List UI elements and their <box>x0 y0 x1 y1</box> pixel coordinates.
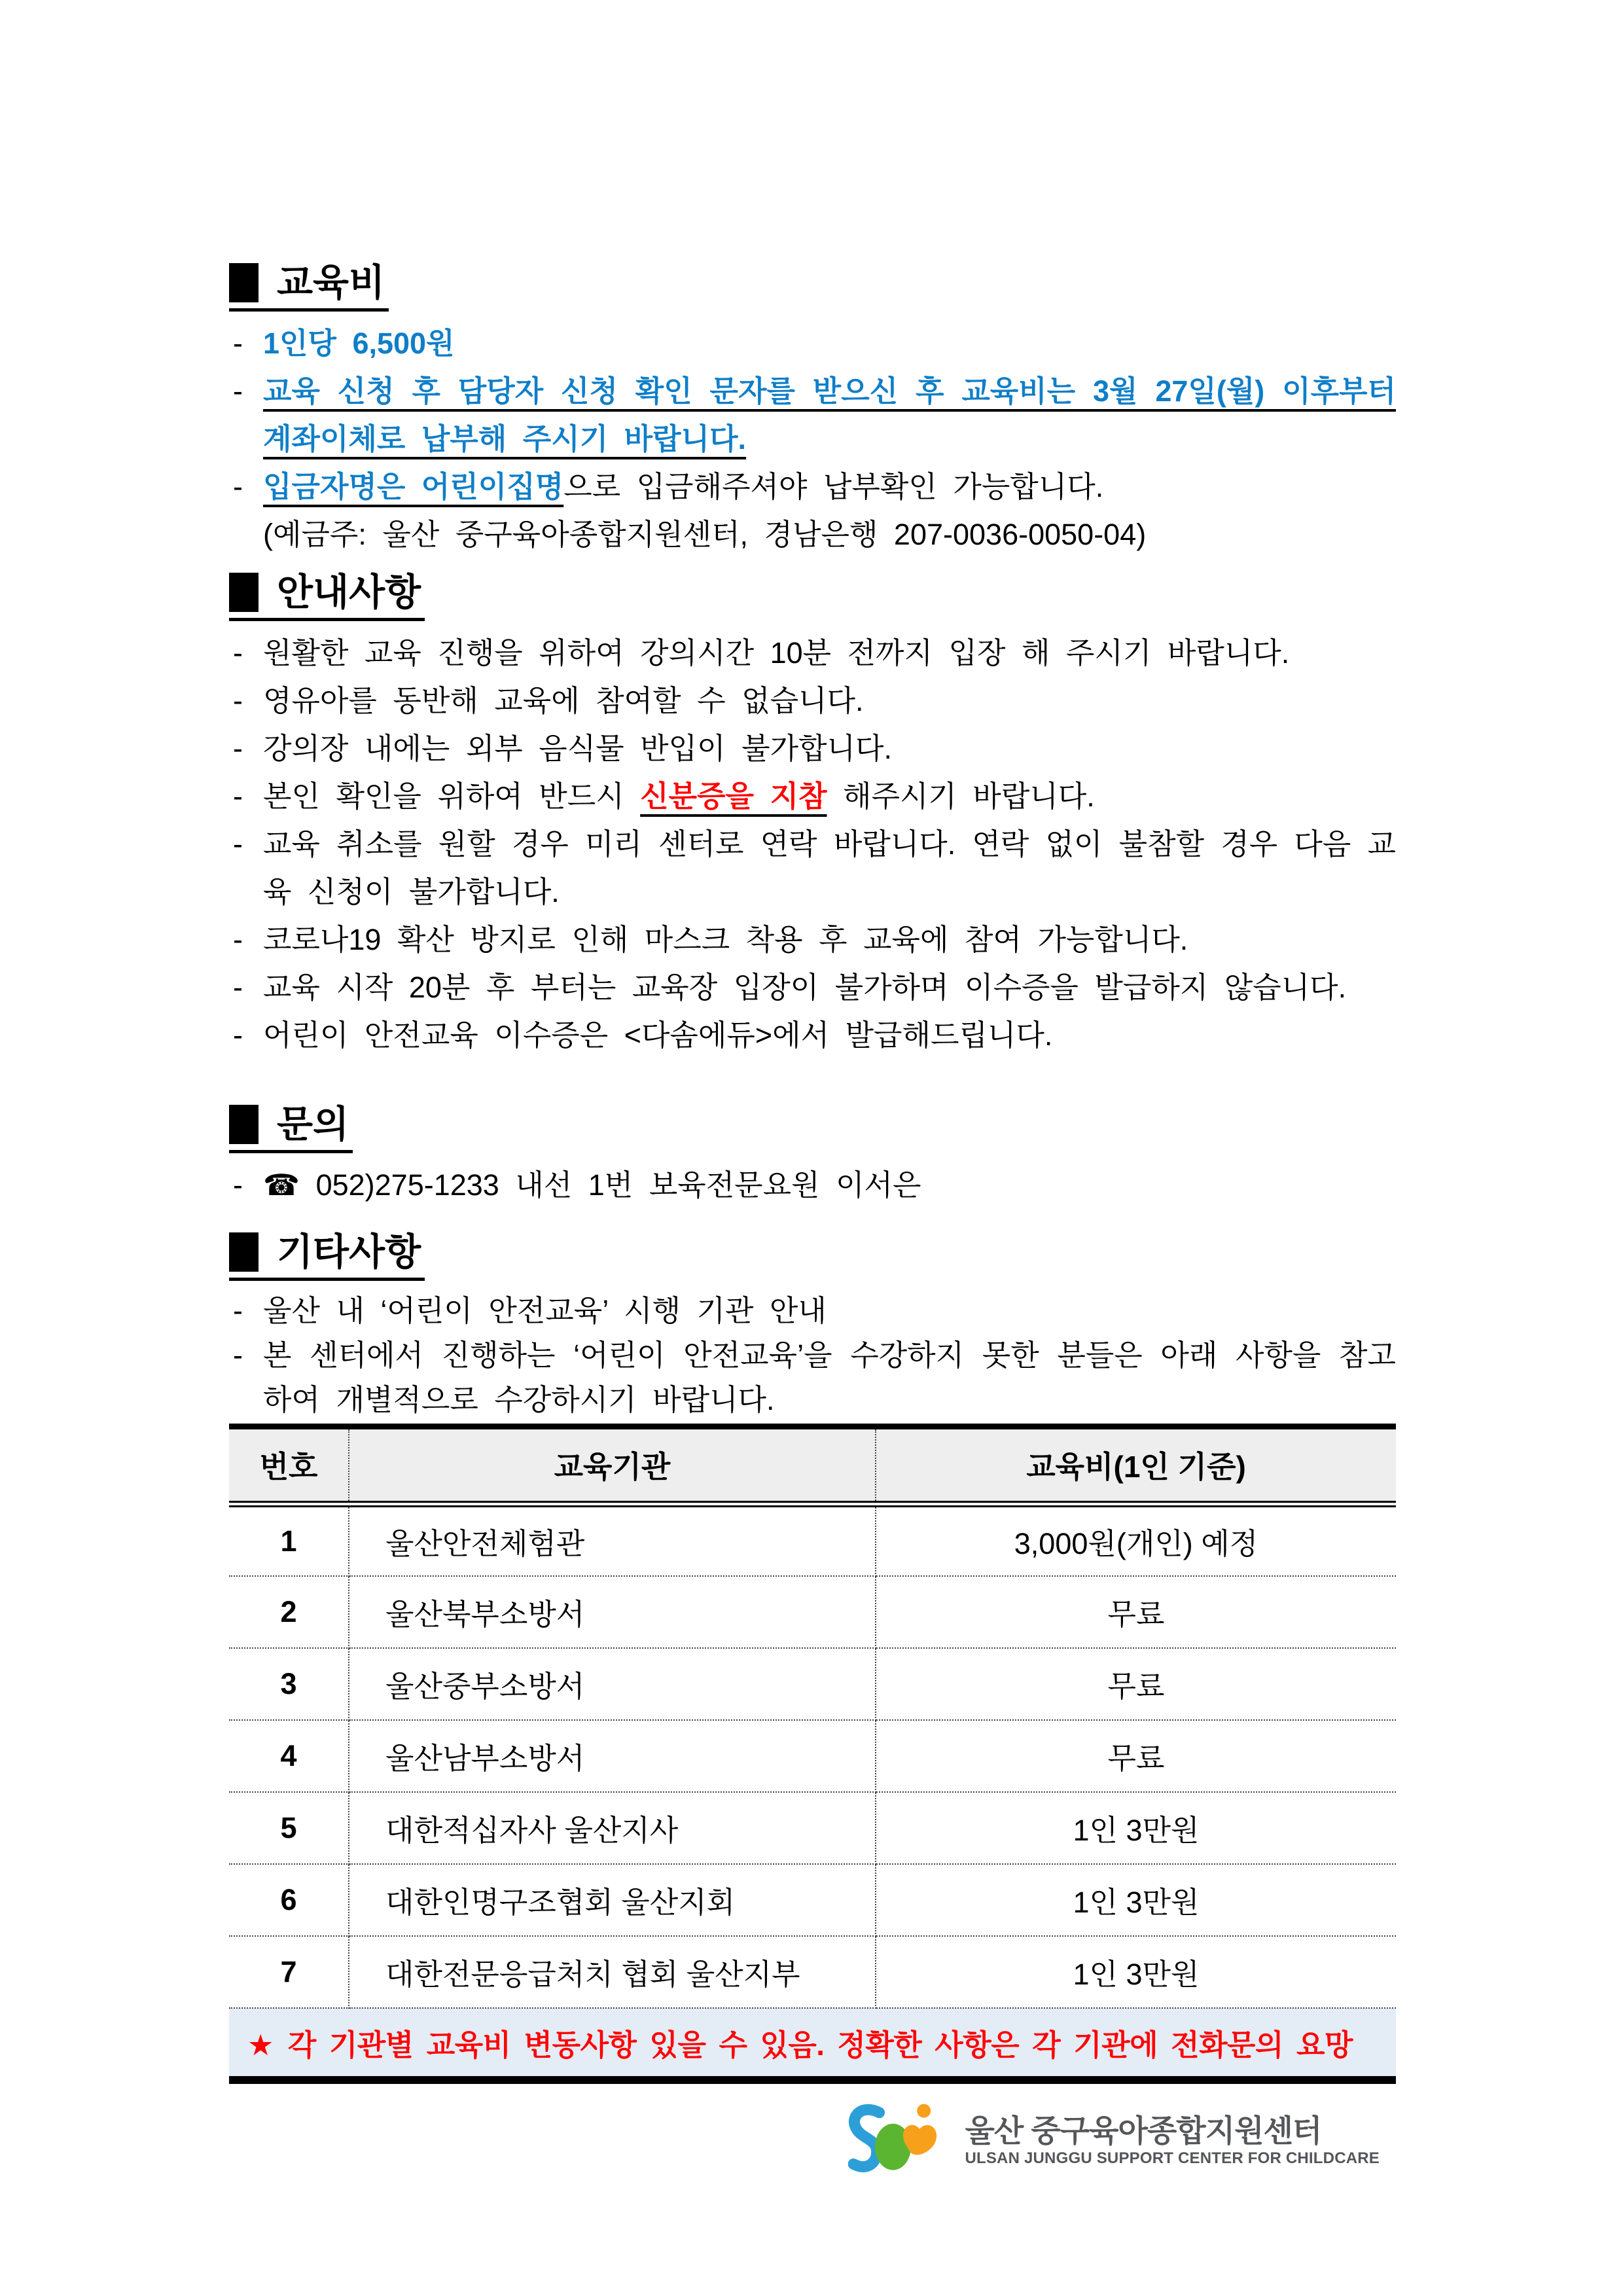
bullet-dash: - <box>233 374 243 408</box>
list-item <box>229 463 1396 511</box>
table-cell-org: 울산북부소방서 <box>349 1576 876 1648</box>
fees-list <box>229 319 1396 558</box>
center-name-korean: 울산 중구육아종합지원센터 <box>965 2113 1322 2148</box>
section-inquiry-title: 문의 <box>277 1103 349 1145</box>
table-note-text: 각 기관별 교육비 변동사항 있을 수 있음. 정확한 사항은 각 기관에 전화문의 요망 <box>287 2028 1353 2062</box>
table-cell-org: 대한인명구조협회 울산지회 <box>349 1864 876 1936</box>
phone-icon: ☎ <box>263 1168 300 1202</box>
center-name-english: ULSAN JUNGGU SUPPORT CENTER FOR CHILDCARE <box>965 2149 1380 2167</box>
bullet-dash: - <box>233 636 243 670</box>
bullet-dash: - <box>233 1338 243 1372</box>
section-bullet-square-icon <box>229 1232 259 1272</box>
table-cell-fee: 무료 <box>876 1648 1396 1720</box>
list-item <box>229 1289 1396 1333</box>
bullet-dash: - <box>233 780 243 813</box>
section-inquiry-heading <box>229 1103 1396 1153</box>
section-bullet-square-icon <box>229 573 259 612</box>
list-item <box>229 367 1396 463</box>
list-item <box>229 677 1396 725</box>
table-cell-fee: 3,000원(개인) 예정 <box>876 1504 1396 1576</box>
table-cell-fee: 1인 3만원 <box>876 1864 1396 1936</box>
section-bullet-square-icon <box>229 263 259 302</box>
center-logo <box>848 2102 1380 2179</box>
table-cell-org: 울산안전체험관 <box>349 1504 876 1576</box>
notice-item-3: 강의장 내에는 외부 음식물 반입이 불가합니다. <box>263 732 892 765</box>
col-header-org: 교육기관 <box>349 1427 876 1504</box>
notice-item-4-id-required: 신분증을 지참 <box>640 780 827 813</box>
etc-item-2: 본 센터에서 진행하는 ‘어린이 안전교육’을 수강하지 못한 분들은 아래 사항을 참고하여 개별적으로 수강하시기 바랍니다. <box>263 1338 1396 1416</box>
star-icon: ★ <box>247 2028 274 2062</box>
bullet-dash: - <box>233 684 243 717</box>
etc-list <box>229 1289 1396 1422</box>
list-item <box>229 1011 1396 1059</box>
list-item <box>229 1333 1396 1422</box>
table-row <box>229 1792 1396 1864</box>
table-note-row <box>229 2008 1396 2080</box>
col-header-fee: 교육비(1인 기준) <box>876 1427 1396 1504</box>
table-header-row <box>229 1427 1396 1504</box>
list-item <box>229 725 1396 772</box>
institutions-table <box>229 1424 1396 2084</box>
notice-item-7: 교육 시작 20분 후 부터는 교육장 입장이 불가하며 이수증을 발급하지 않습니다. <box>263 971 1347 1004</box>
notice-item-6: 코로나19 확산 방지로 인해 마스크 착용 후 교육에 참여 가능합니다. <box>263 923 1188 956</box>
notice-item-2: 영유아를 동반해 교육에 참여할 수 없습니다. <box>263 684 864 717</box>
notice-item-1: 원활한 교육 진행을 위하여 강의시간 10분 전까지 입장 해 주시기 바랍니다. <box>263 636 1290 670</box>
table-cell-fee: 무료 <box>876 1576 1396 1648</box>
inquiry-list <box>229 1161 1396 1209</box>
bullet-dash: - <box>233 1018 243 1052</box>
section-etc-title: 기타사항 <box>277 1231 421 1273</box>
table-row <box>229 1720 1396 1792</box>
table-cell-org: 대한적십자사 울산지사 <box>349 1792 876 1864</box>
col-header-no: 번호 <box>229 1427 349 1504</box>
table-cell-no: 6 <box>229 1864 349 1936</box>
section-notice-title: 안내사항 <box>277 571 421 613</box>
table-cell-fee: 무료 <box>876 1720 1396 1792</box>
bullet-dash: - <box>233 1294 243 1327</box>
table-cell-no: 2 <box>229 1576 349 1648</box>
table-cell-org: 울산남부소방서 <box>349 1720 876 1792</box>
section-etc-heading <box>229 1231 1396 1281</box>
table-cell-no: 1 <box>229 1504 349 1576</box>
list-item <box>229 916 1396 963</box>
bullet-dash: - <box>233 732 243 765</box>
bullet-dash: - <box>233 1168 243 1202</box>
section-notice-heading <box>229 571 1396 621</box>
table-cell-no: 3 <box>229 1648 349 1720</box>
list-item <box>229 319 1396 367</box>
section-fees <box>229 262 1396 558</box>
section-fees-heading <box>229 262 1396 312</box>
fees-item-depositor-rest: 으로 입금해주셔야 납부확인 가능합니다. <box>563 470 1104 503</box>
section-bullet-square-icon <box>229 1105 259 1144</box>
fees-item-depositor-highlight: 입금자명은 어린이집명 <box>263 470 564 503</box>
table-note-cell <box>229 2008 1396 2080</box>
fees-item-price: 1인당 6,500원 <box>263 327 455 360</box>
etc-item-1: 울산 내 ‘어린이 안전교육’ 시행 기관 안내 <box>263 1294 827 1327</box>
bullet-dash: - <box>233 327 243 360</box>
list-item <box>229 629 1396 677</box>
fees-item-transfer: 교육 신청 후 담당자 신청 확인 문자를 받으신 후 교육비는 3월 27일(월) 이후부터 계좌이체로 납부해 주시기 바랍니다. <box>263 374 1396 456</box>
notice-item-5: 교육 취소를 원할 경우 미리 센터로 연락 바랍니다. 연락 없이 불참할 경우 다음 교육 신청이 불가합니다. <box>263 827 1396 908</box>
notice-item-4-pre: 본인 확인을 위하여 반드시 <box>263 780 641 813</box>
list-item <box>229 1161 1396 1209</box>
table-row <box>229 1864 1396 1936</box>
notice-item-8: 어린이 안전교육 이수증은 <다솜에듀>에서 발급해드립니다. <box>263 1018 1053 1052</box>
bullet-dash: - <box>233 827 243 861</box>
list-item <box>229 772 1396 820</box>
table-cell-fee: 1인 3만원 <box>876 1792 1396 1864</box>
center-logo-mark-icon <box>848 2102 952 2179</box>
notice-item-4-post: 해주시기 바랍니다. <box>827 780 1095 813</box>
inquiry-phone-line: 052)275-1233 내선 1번 보육전문요원 이서은 <box>315 1168 921 1202</box>
list-item <box>229 820 1396 916</box>
table-cell-no: 4 <box>229 1720 349 1792</box>
list-item <box>229 511 1396 558</box>
section-fees-title: 교육비 <box>277 262 385 304</box>
table-cell-no: 5 <box>229 1792 349 1864</box>
bullet-dash-empty <box>229 511 263 558</box>
table-row <box>229 1648 1396 1720</box>
section-notice <box>229 571 1396 1059</box>
table-row <box>229 1936 1396 2008</box>
bullet-dash: - <box>233 923 243 956</box>
bullet-dash: - <box>233 470 243 503</box>
table-cell-no: 7 <box>229 1936 349 2008</box>
section-etc <box>229 1231 1396 1422</box>
list-item <box>229 963 1396 1011</box>
notice-list <box>229 629 1396 1059</box>
table-row <box>229 1504 1396 1576</box>
bullet-dash: - <box>233 971 243 1004</box>
table-row <box>229 1576 1396 1648</box>
center-logo-text <box>965 2113 1380 2168</box>
table-cell-org: 대한전문응급처치 협회 울산지부 <box>349 1936 876 2008</box>
fees-item-account: (예금주: 울산 중구육아종합지원센터, 경남은행 207-0036-0050-04) <box>263 518 1147 551</box>
table-cell-org: 울산중부소방서 <box>349 1648 876 1720</box>
table-cell-fee: 1인 3만원 <box>876 1936 1396 2008</box>
section-inquiry <box>229 1103 1396 1209</box>
